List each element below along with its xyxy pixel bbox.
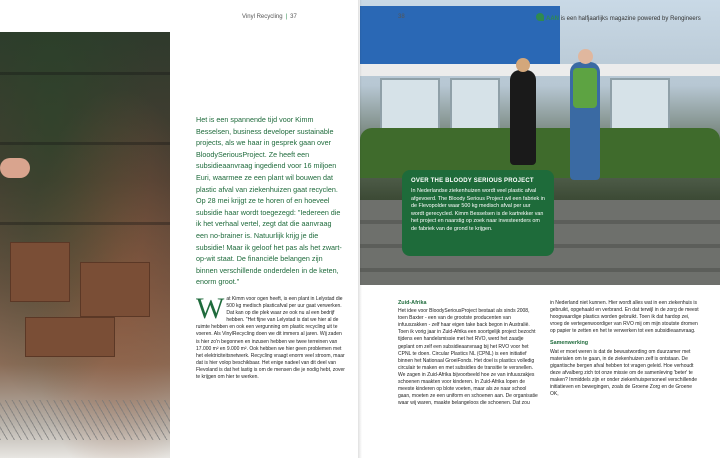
intro-paragraph: Het is een spannende tijd voor Kimm Besselsen, business developer sustainable projects, als we haar in gesprek gaan over BloodySeriousProject. Ze heeft een subsidieaanvraag ingediend voor 16 miljoen Euri, waarmee ze een plant wil bouwen dat plastic afval van ziekenhuizen gaat recyclen. Op 28 mei krijgt ze te horen of en hoeveel subsidie haar wordt toegezegd: "Iedereen die ik het verhaal vertel, zegt dat die aanvraag een no-brainer is. Natuurlijk krijg je die subsidie! Maar ik geloof het pas als het zwart-op-wit staat. De financiële belangen zijn binnen verschillende onderdelen in de keten, enorm groot." xyxy=(196,115,342,287)
building-facade xyxy=(360,6,560,64)
building-stripe xyxy=(360,64,720,76)
brand-name: AAN xyxy=(546,16,559,22)
shelf xyxy=(0,72,170,75)
column-1-text: Het idee voor BloodySeriousProject bestaat als sinds 2008, toen Baxter - een van de grootste producenten van infuuszakken - zelf haar eigen take back begon in Australië. Toen ik vorig jaar in Zuid-Afrika een soortgelijk project bezocht tijdens een handelsmissie met het RVO, werd het zaadje geplant om zelf een subsidieaanvraag bij het RVO voor het CPNL te doen. Circular Plastics NL (CPNL) is een initiatief binnen het Nationaal GroeiFonds. Het doel is plastics volledig circulair te maken en met subsidies de transitie te versnellen. We zagen in Zuid-Afrika bijvoorbeeld hoe ze van infuuszakjes schoenen maakten voor kinderen. In Zuid-Afrika lopen de meeste kinderen op blote voeten, maar als ze naar school gaan, moeten ze een uniform en schoenen aan. De organisatie waar wij waren, maakte belangeloos die schoenen. Dat zou xyxy=(398,308,538,407)
leaf-icon xyxy=(536,13,544,21)
section-title: Vinyl Recycling xyxy=(242,14,283,20)
page-number-left: 37 xyxy=(290,14,297,20)
shelf xyxy=(0,222,170,225)
right-page xyxy=(360,0,720,458)
person-woman xyxy=(510,70,536,165)
brand-tagline: is een halfjaarlijks magazine powered by Rengineers xyxy=(560,16,701,22)
subheading-samenwerking: Samenwerking xyxy=(550,340,589,347)
cable-coil xyxy=(0,400,170,440)
head xyxy=(578,49,593,64)
callout-text: In Nederlandse ziekenhuizen wordt veel plastic afval afgevoerd. The Bloody Serious Project wil een fabriek in de Flevopolder waar 500 kg medisch afval per uur wordt gerecycled. Kimm Besselsen is de kartrekker van het project en naarstig op zoek naar investeerders om de fabriek van de grond te krijgen. xyxy=(411,188,545,232)
person-man xyxy=(570,62,600,180)
crate xyxy=(25,317,115,357)
column-2-intro: in Nederland niet kunnen. Hier wordt alles wat in een ziekenhuis is gebruikt, opgehaald en verbrand. En dat terwijl in de zorg de meest hoogwaardige plastics worden gebruikt. Toen ik dat hardop zei, vroeg de vertegenwoordiger van RVO mij om mijn stoutste dromen op papier te zetten en het te verwerken tot een subsidieaanvraag. xyxy=(550,300,699,335)
body-paragraph: at Kimm voor ogen heeft, is een plant in Lelystad die 500 kg medisch plasticafval per uur gaat verwerken. Dat kan op die plek waar ze ook nu al een bedrijf hebben. "Het fijne van Lelystad is dat we hier al de ruimte hebben en ook een vergunning om plastic recycling uit te voeren. Als VinylRecycling doen we dit immers al jaren. Wij zaden is hier zo'n begonnen en inzusen hebben we twee terreinen van 17.000 m² en 9.000 m². Ook hebben we hier geen problemen met het elektriciteitsnetwerk. Recycling vraagt enorm veel stroom, maar dat is hier volop beschikbaar. Het enige nadeel van dit deel van Flevoland is dat het lastig is om de mensen die je nodig hebt, zover te krijgen om hier te werken. xyxy=(196,296,345,381)
body-column-2 xyxy=(550,300,700,398)
left-page-header xyxy=(242,14,297,20)
head xyxy=(516,58,530,72)
building-window xyxy=(450,78,500,130)
callout-title: OVER THE BLOODY SERIOUS PROJECT xyxy=(411,178,534,184)
magazine-brand xyxy=(536,13,701,22)
header-separator: | xyxy=(285,14,288,20)
project-callout-box xyxy=(402,170,554,256)
page-gutter xyxy=(358,0,362,458)
warehouse-photo xyxy=(0,32,170,458)
hand-graphic xyxy=(0,158,30,178)
crate xyxy=(10,242,70,302)
building-window xyxy=(380,78,440,130)
page-number-right: 38 xyxy=(398,14,405,20)
shelf xyxy=(0,142,170,145)
drop-cap: W xyxy=(196,292,225,325)
building-window xyxy=(610,78,670,130)
column-2-text: Wat er moet weren is dat de bewustwording om duurzamer met materialen om te gaan, in de ziekenhuizen zelf is ontstaan. De gigantische bergen afval hebben tot vragen geleid. Hoe verhoudt deze afvalberg zich tot onze missie om de samenleving 'beter' te maken? Inmiddels zijn er onder ziekenhuispersoneel verschillende initiatieven en bewegingen, zoals de Groene Zorg en de Groene OK, xyxy=(550,348,698,398)
body-text-left xyxy=(196,292,346,381)
subheading-zuid-afrika: Zuid-Afrika xyxy=(398,300,427,306)
crate xyxy=(80,262,150,317)
safety-vest xyxy=(573,68,597,108)
body-column-1 xyxy=(398,300,538,407)
